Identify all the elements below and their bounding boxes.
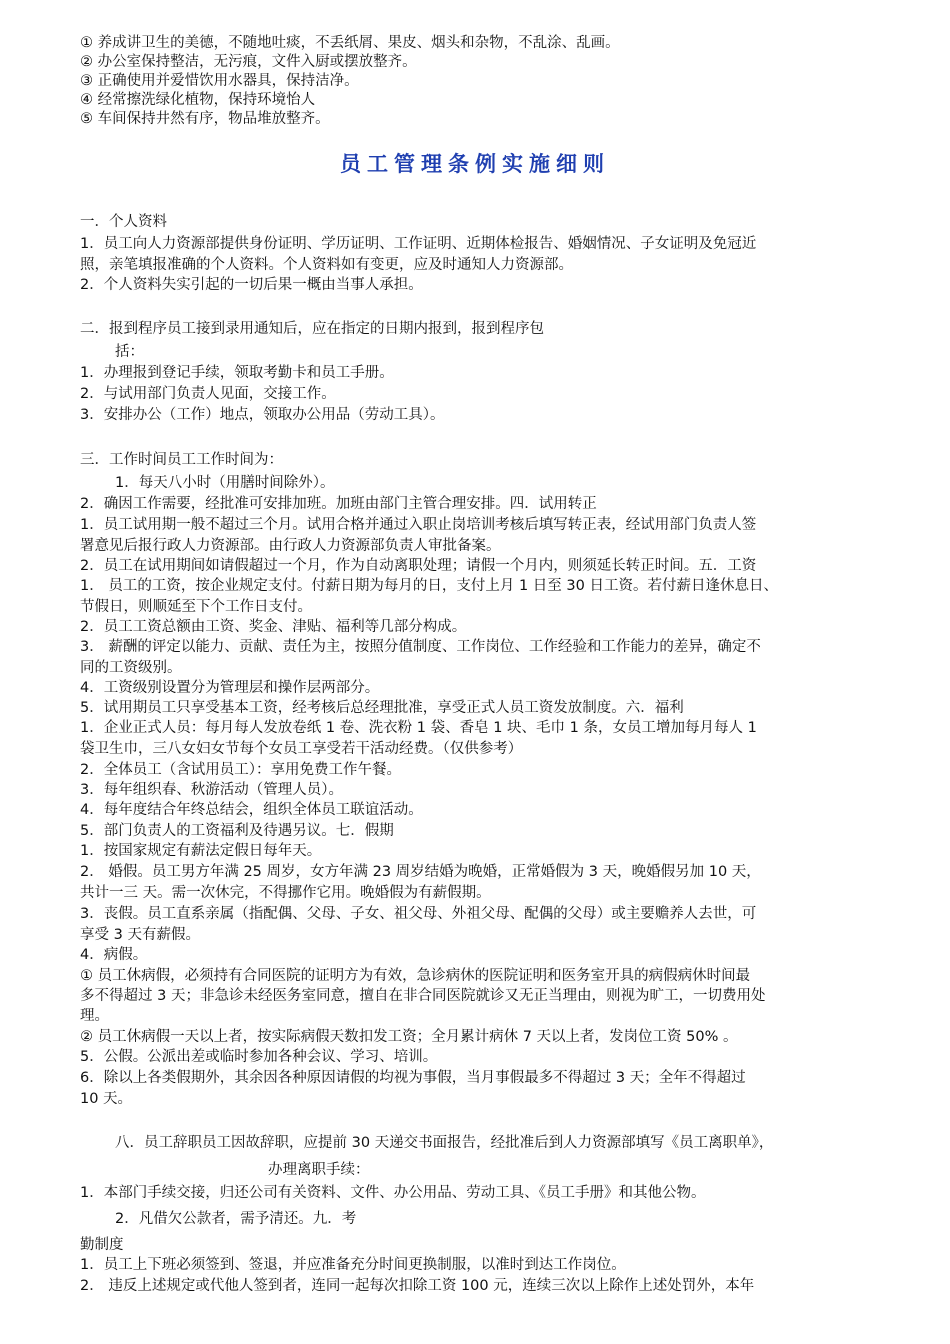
body-line: 办理离职手续： <box>268 1162 370 1178</box>
body-line: 4．每年度结合年终总结会，组织全体员工联谊活动。 <box>80 802 423 818</box>
body-line: 共计一三 天。需一次休完，不得挪作它用。晚婚假为有薪假期。 <box>80 885 491 901</box>
body-line: 2．员工工资总额由工资、奖金、津贴、福利等几部分构成。 <box>80 619 467 635</box>
body-line: 3． 薪酬的评定以能力、贡献、责任为主，按照分值制度、工作岗位、工作经验和工作能力的差异，确定不 <box>80 639 761 655</box>
body-line: 照，亲笔填报准确的个人资料。个人资料如有变更，应及时通知人力资源部。 <box>80 257 573 273</box>
rule-line: ④ 经常擦洗绿化植物，保持环境怡人 <box>80 92 316 108</box>
body-line: 节假日，则顺延至下个工作日支付。 <box>80 599 312 615</box>
section-heading: 一．个人资料 <box>80 214 167 230</box>
body-line: 2．员工在试用期间如请假超过一个月，作为自动离职处理；请假一个月内，则须延长转正时间。五．工资 <box>80 558 757 574</box>
body-line: 10 天。 <box>80 1091 133 1107</box>
body-line: 1．企业正式人员：每月每人发放卷纸 1 卷、洗衣粉 1 袋、香皂 1 块、毛巾 1 条，女员工增加每月每人 1 <box>80 720 757 736</box>
body-line: 3．丧假。员工直系亲属（指配偶、父母、子女、祖父母、外祖父母、配偶的父母）或主要赡养人去世，可 <box>80 906 757 922</box>
body-line: 1．按国家规定有薪法定假日每年天。 <box>80 843 322 859</box>
body-line: 2．与试用部门负责人见面，交接工作。 <box>80 386 336 402</box>
section-heading: 二．报到程序员工接到录用通知后，应在指定的日期内报到，报到程序包 <box>80 321 544 337</box>
section-heading: 三．工作时间员工工作时间为： <box>80 452 283 468</box>
body-line: 署意见后报行政人力资源部。由行政人力资源部负责人审批备案。 <box>80 538 501 554</box>
rule-line: ① 养成讲卫生的美德，不随地吐痰，不丢纸屑、果皮、烟头和杂物，不乱涂、乱画。 <box>80 35 620 51</box>
body-line: 2．个人资料失实引起的一切后果一概由当事人承担。 <box>80 277 423 293</box>
body-line: 5．部门负责人的工资福利及待遇另议。七．假期 <box>80 823 394 839</box>
body-line: ② 员工休病假一天以上者，按实际病假天数扣发工资；全月累计病休 7 天以上者，发岗位工资 50% 。 <box>80 1029 738 1045</box>
body-line: 1．办理报到登记手续，领取考勤卡和员工手册。 <box>80 365 394 381</box>
body-line: 1．员工试用期一般不超过三个月。试用合格并通过入职止岗培训考核后填写转正表，经试用部门负责人签 <box>80 517 757 533</box>
body-line: 括： <box>115 344 144 360</box>
body-line: 2．确因工作需要，经批准可安排加班。加班由部门主管合理安排。四．试用转正 <box>80 496 597 512</box>
body-line: 1．每天八小时（用膳时间除外）。 <box>115 475 335 491</box>
rule-line: ② 办公室保持整洁，无污痕，文件入厨或摆放整齐。 <box>80 54 417 70</box>
rule-line: ⑤ 车间保持井然有序，物品堆放整齐。 <box>80 111 330 127</box>
document-title: 员工管理条例实施细则 <box>340 151 610 176</box>
body-line: 5．试用期员工只享受基本工资，经考核后总经理批准，享受正式人员工资发放制度。六．福利 <box>80 700 684 716</box>
body-line: 袋卫生巾，三八女妇女节每个女员工享受若干活动经费。（仅供参考） <box>80 741 523 757</box>
rule-line: ③ 正确使用并爱惜饮用水器具，保持洁净。 <box>80 73 359 89</box>
body-line: 6．除以上各类假期外，其余因各种原因请假的均视为事假，当月事假最多不得超过 3 天；全年不得超过 <box>80 1070 746 1086</box>
body-line: 同的工资级别。 <box>80 660 182 676</box>
body-line: 1．员工向人力资源部提供身份证明、学历证明、工作证明、近期体检报告、婚姻情况、子女证明及免冠近 <box>80 236 757 252</box>
body-line: 2．凡借欠公款者，需予清还。九．考 <box>115 1211 357 1227</box>
body-line: 3．安排办公（工作）地点，领取办公用品（劳动工具）。 <box>80 407 445 423</box>
body-line: 4．病假。 <box>80 947 148 963</box>
body-line: 1．本部门手续交接，归还公司有关资料、文件、办公用品、劳动工具、《员工手册》和其他公物。 <box>80 1185 706 1201</box>
body-line: 4．工资级别设置分为管理层和操作层两部分。 <box>80 680 380 696</box>
section-heading: 勤制度 <box>80 1237 124 1253</box>
body-line: 多不得超过 3 天；非急诊未经医务室同意，擅自在非合同医院就诊又无正当理由，则视为旷工，一切费用处 <box>80 988 766 1004</box>
body-line: 1．员工上下班必须签到、签退，并应准备充分时间更换制服，以准时到达工作岗位。 <box>80 1257 626 1273</box>
body-line: 3．每年组织春、秋游活动（管理人员）。 <box>80 782 343 798</box>
section-heading: 八．员工辞职员工因故辞职，应提前 30 天递交书面报告，经批准后到人力资源部填写《员工离职单》， <box>115 1135 774 1151</box>
body-line: 理。 <box>80 1008 109 1024</box>
body-line: 享受 3 天有薪假。 <box>80 927 200 943</box>
body-line: 2． 婚假。员工男方年满 25 周岁，女方年满 23 周岁结婚为晚婚，正常婚假为 3 天，晚婚假另加 10 天， <box>80 864 761 880</box>
body-line: 2． 违反上述规定或代他人签到者，连同一起每次扣除工资 100 元，连续三次以上除作上述处罚外，本年 <box>80 1278 755 1294</box>
body-line: 1． 员工的工资，按企业规定支付。付薪日期为每月的日，支付上月 1 日至 30 日工资。若付薪日逢休息日、 <box>80 578 778 594</box>
body-line: 5．公假。公派出差或临时参加各种会议、学习、培训。 <box>80 1049 438 1065</box>
body-line: ① 员工休病假，必须持有合同医院的证明方为有效，急诊病休的医院证明和医务室开具的病假病休时间最 <box>80 968 751 984</box>
body-line: 2．全体员工（含试用员工）：享用免费工作午餐。 <box>80 762 401 778</box>
